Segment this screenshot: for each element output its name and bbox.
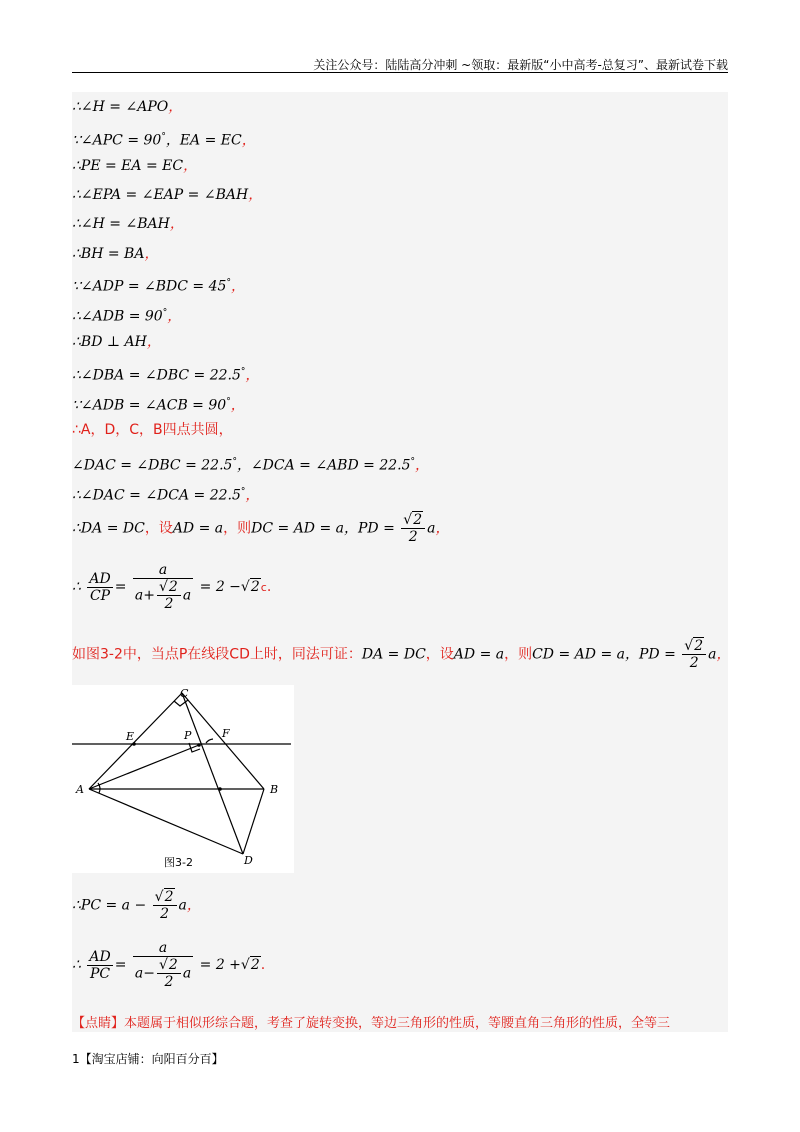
figure-caption: 图3-2 [164,856,193,869]
page-footer: 1【淘宝店铺：向阳百分百】 [72,1052,224,1066]
proof-line-14: ∴∠DAC = ∠DCA = 22.5°， [72,487,260,504]
proof-line-4: ∴∠EPA = ∠EAP = ∠BAH， [72,187,263,203]
segment-bd [243,789,264,854]
proof-line-6: ∴BH = BA， [72,246,159,262]
proof-line-16: ∴ $\frac{AD}{CP}$ = a a+ $\frac{√2}{2}$ a = 2 −√2c. [72,562,272,612]
proof-line-15: ∴DA = DC，设AD = a，则DC = AD = a，PD = $\frac{√2}{2}$ a， [72,512,450,545]
proof-line-11: ∵∠ADB = ∠ACB = 90°， [72,397,245,414]
proof-line-2: ∵∠APC = 90°，EA = EC， [72,132,256,149]
proof-line-17: 如图3-2中，当点P在线段CD上时，同法可证：DA = DC，设AD = a，则CD = AD = a，PD = $\frac{√2}{2}$ a， [72,638,731,671]
label-d: D [244,854,253,867]
proof-line-9: ∴BD ⊥ AH， [72,334,161,350]
proof-line-1: ∴∠H = ∠APO， [72,99,183,115]
proof-line-12: ∴A，D，C，B四点共圆， [72,422,233,438]
key-point-note: 【点睛】本题属于相似形综合题，考查了旋转变换，等边三角形的性质，等腰直角三角形的性质，全等三 [72,1016,671,1031]
segment-ap [89,745,199,789]
label-c: C [180,687,189,700]
header-rule [72,72,728,73]
segment-cb [182,693,264,789]
segment-ac [89,693,182,789]
angle-mark-f [206,739,213,743]
proof-line-7: ∵∠ADP = ∠BDC = 45°， [72,278,245,295]
label-p: P [184,729,192,742]
label-f: F [222,727,230,740]
point-p [197,743,201,747]
label-a: A [76,783,84,796]
proof-line-3: ∴PE = EA = EC， [72,158,198,174]
page-header: 关注公众号：陆陆高分冲刺 ~领取：最新版“小中高考-总复习”、最新试卷下载 [313,58,728,72]
segment-cd [182,693,243,854]
proof-line-13: ∠DAC = ∠DBC = 22.5°，∠DCA = ∠ABD = 22.5°， [72,457,430,474]
segment-ad [89,789,243,854]
geometry-figure [72,685,294,873]
label-b: B [270,783,279,796]
proof-line-10: ∴∠DBA = ∠DBC = 22.5°， [72,367,260,384]
label-e: E [126,730,135,743]
point-intersection [218,787,222,791]
triangle-diagram [72,685,294,873]
proof-line-18: ∴PC = a − $\frac{√2}{2}$ a， [72,889,201,922]
proof-line-19: ∴ $\frac{AD}{PC}$ = a a− $\frac{√2}{2}$ a = 2 +√2. [72,940,266,990]
proof-line-8: ∴∠ADB = 90°， [72,308,182,325]
proof-line-5: ∴∠H = ∠BAH， [72,216,184,232]
